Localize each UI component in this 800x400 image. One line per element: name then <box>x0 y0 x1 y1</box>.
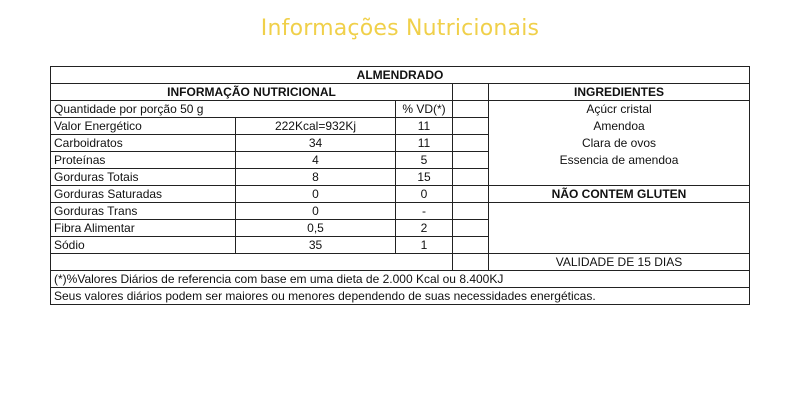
spacer-cell <box>453 169 489 186</box>
product-name: ALMENDRADO <box>51 67 750 84</box>
ingredient-item: Amendoa <box>489 118 750 135</box>
nutrient-amount: 0 <box>236 186 396 203</box>
blank-cell <box>489 203 750 220</box>
nutrient-vd: - <box>396 203 453 220</box>
spacer-cell <box>453 254 489 271</box>
nutrient-row <box>51 220 750 237</box>
ingredient-item: Essencia de amendoa <box>489 152 750 169</box>
footnote-row <box>51 271 750 288</box>
nutrient-vd: 1 <box>396 237 453 254</box>
spacer-cell <box>453 135 489 152</box>
footnote-needs: Seus valores diários podem ser maiores ou menores dependendo de suas necessidades energéticas. <box>51 288 750 305</box>
portion-label: Quantidade por porção 50 g <box>51 101 396 118</box>
ingredients-header: INGREDIENTES <box>489 84 750 101</box>
nutrient-name: Gorduras Trans <box>51 203 236 220</box>
spacer-cell <box>453 220 489 237</box>
spacer-cell <box>453 84 489 101</box>
validity-notice: VALIDADE DE 15 DIAS <box>489 254 750 271</box>
nutrient-name: Sódio <box>51 237 236 254</box>
footnote-row <box>51 288 750 305</box>
nutrient-amount: 0 <box>236 203 396 220</box>
nutrient-row <box>51 203 750 220</box>
nutrient-row <box>51 152 750 169</box>
nutrition-table <box>50 66 750 305</box>
nutrient-amount: 8 <box>236 169 396 186</box>
nutrient-vd: 11 <box>396 118 453 135</box>
spacer-cell <box>453 118 489 135</box>
nutrition-header: INFORMAÇÃO NUTRICIONAL <box>51 84 453 101</box>
validity-row <box>51 254 750 271</box>
product-row <box>51 67 750 84</box>
nutrient-name: Gorduras Totais <box>51 169 236 186</box>
nutrient-amount: 4 <box>236 152 396 169</box>
nutrient-vd: 15 <box>396 169 453 186</box>
blank-cell <box>489 220 750 237</box>
footnote-vd: (*)%Valores Diários de referencia com base em uma dieta de 2.000 Kcal ou 8.400KJ <box>51 271 750 288</box>
nutrient-name: Valor Energético <box>51 118 236 135</box>
nutrient-name: Fibra Alimentar <box>51 220 236 237</box>
nutrient-row <box>51 135 750 152</box>
nutrient-vd: 11 <box>396 135 453 152</box>
ingredient-item: Açúcr cristal <box>489 101 750 118</box>
spacer-cell <box>453 203 489 220</box>
nutrient-row <box>51 186 750 203</box>
portion-row <box>51 101 750 118</box>
blank-cell <box>51 254 453 271</box>
nutrient-amount: 0,5 <box>236 220 396 237</box>
nutrient-vd: 5 <box>396 152 453 169</box>
page-title: Informações Nutricionais <box>260 16 540 41</box>
spacer-cell <box>453 152 489 169</box>
spacer-cell <box>453 237 489 254</box>
nutrient-row <box>51 237 750 254</box>
nutrient-name: Carboidratos <box>51 135 236 152</box>
spacer-cell <box>453 186 489 203</box>
ingredient-item: Clara de ovos <box>489 135 750 152</box>
spacer-cell <box>453 101 489 118</box>
nutrient-amount: 222Kcal=932Kj <box>236 118 396 135</box>
nutrient-amount: 35 <box>236 237 396 254</box>
blank-cell <box>489 237 750 254</box>
nutrient-vd: 2 <box>396 220 453 237</box>
section-header-row <box>51 84 750 101</box>
nutrient-name: Proteínas <box>51 152 236 169</box>
nutrient-vd: 0 <box>396 186 453 203</box>
nutrient-row <box>51 118 750 135</box>
gluten-notice: NÃO CONTEM GLUTEN <box>489 186 750 203</box>
nutrient-row <box>51 169 750 186</box>
nutrient-amount: 34 <box>236 135 396 152</box>
ingredients-blank-cell <box>489 169 750 186</box>
vd-header: % VD(*) <box>396 101 453 118</box>
nutrient-name: Gorduras Saturadas <box>51 186 236 203</box>
